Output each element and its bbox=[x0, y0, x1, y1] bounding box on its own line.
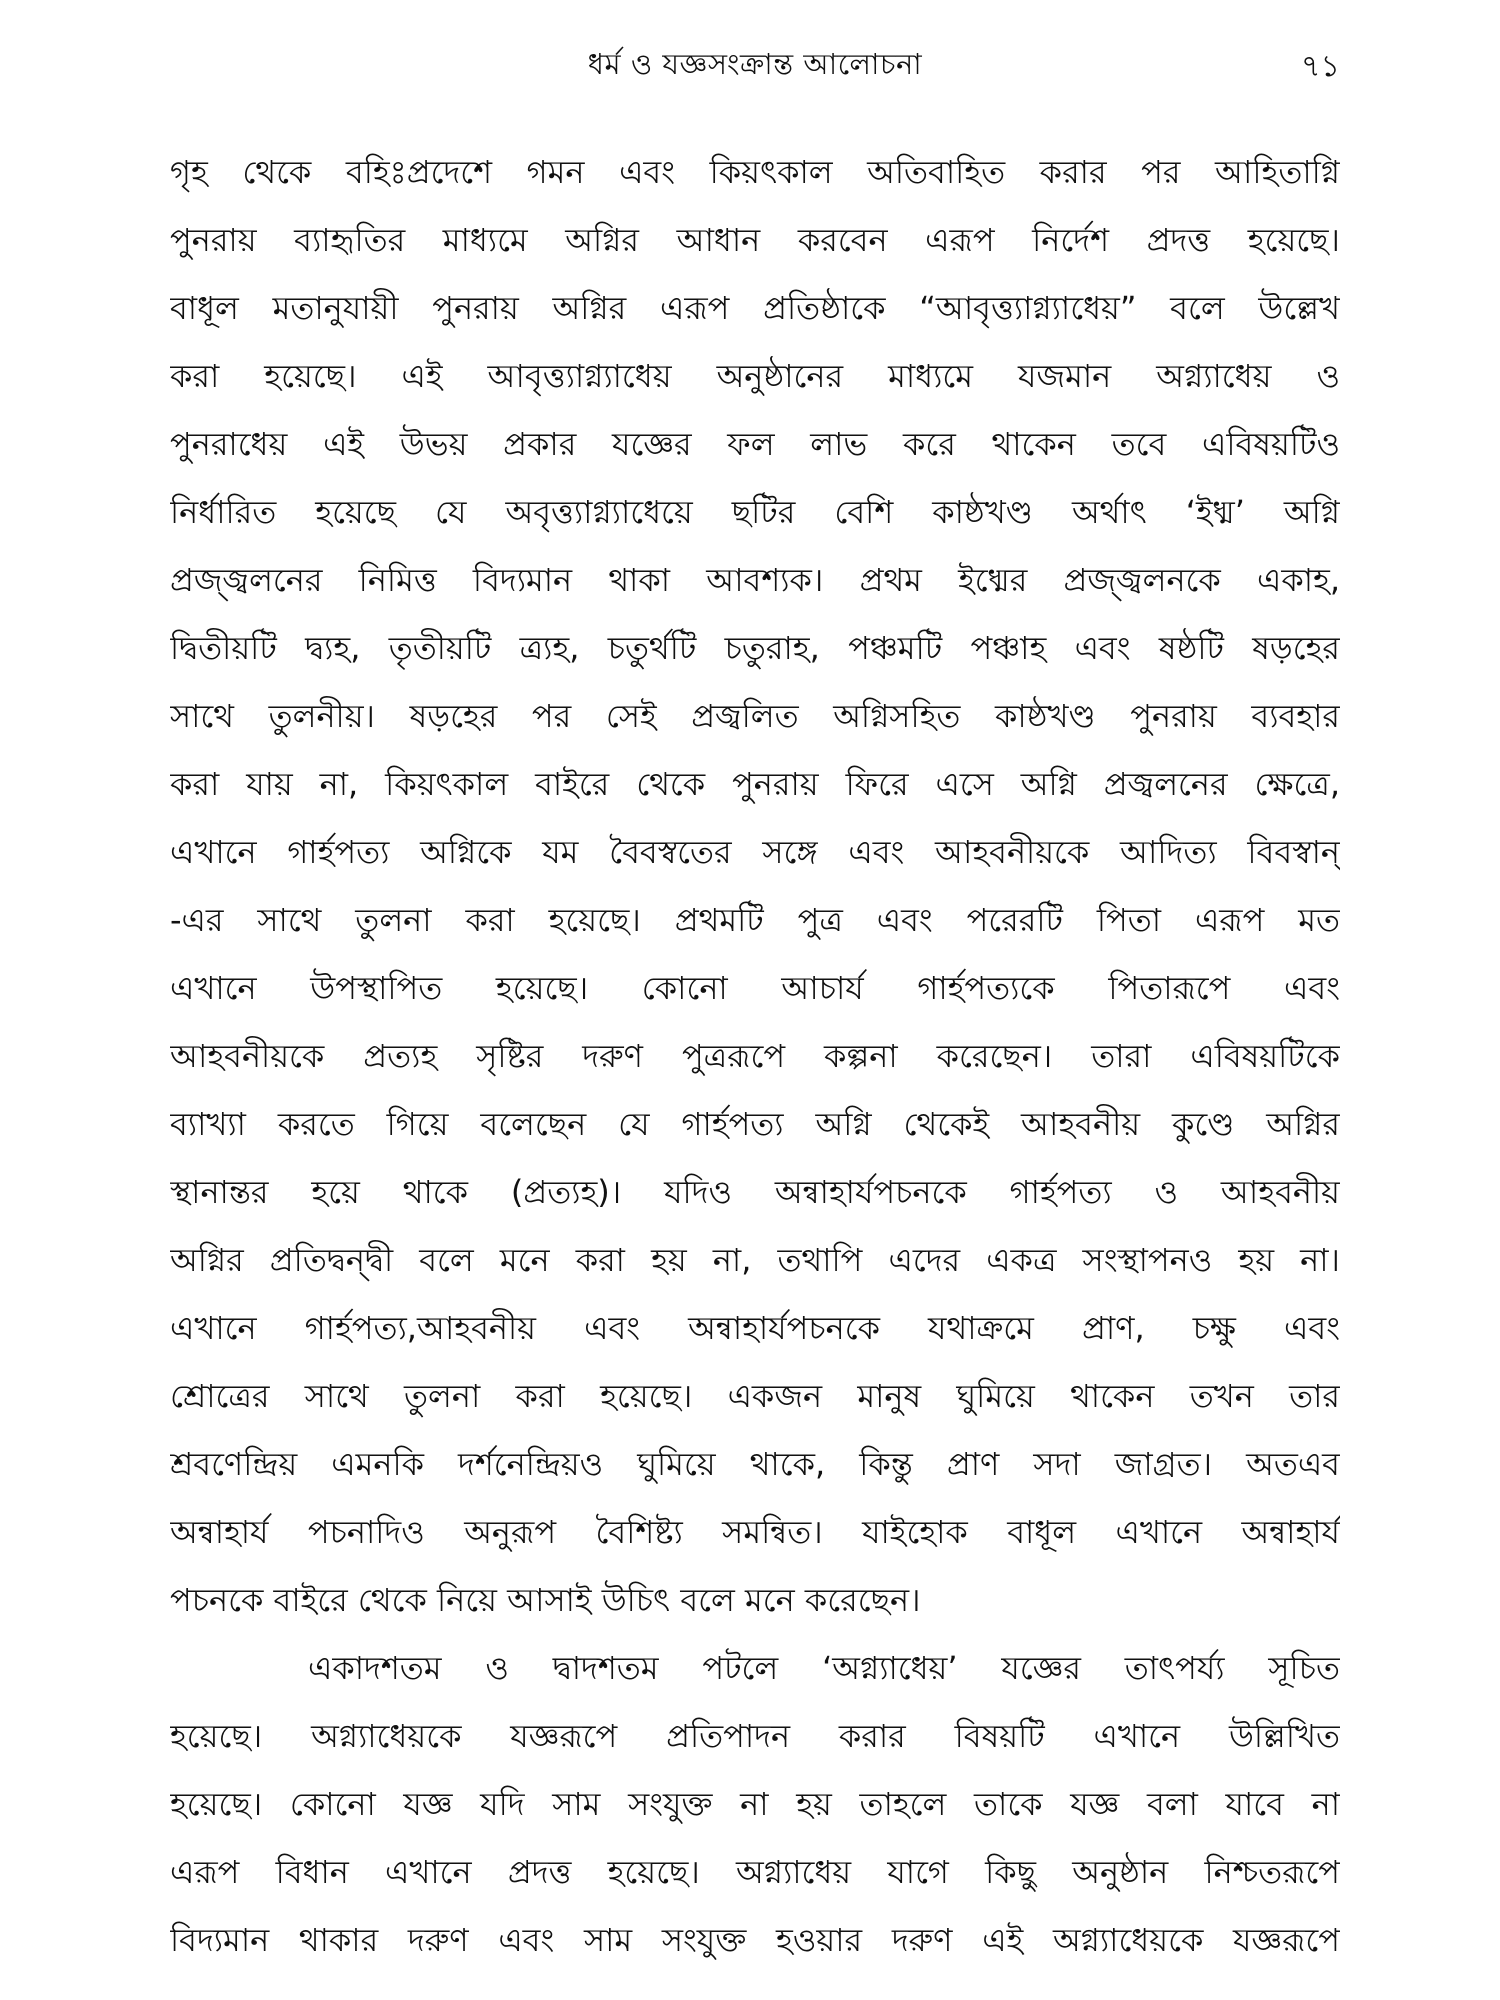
text-line: শ্রবণেন্দ্রিয় এমনকি দর্শনেন্দ্রিয়ও ঘুমিয়ে থাকে, কিন্তু প্রাণ সদা জাগ্রত। অতএব bbox=[170, 1445, 1340, 1483]
text-line: সাথে তুলনীয়। ষড়হের পর সেই প্রজ্বলিত অগ্নিসহিত কাষ্ঠখণ্ড পুনরায় ব্যবহার bbox=[170, 697, 1340, 735]
text-line: এখানে গার্হপত্য,আহবনীয় এবং অন্বাহার্যপচনকে যথাক্রমে প্রাণ, চক্ষু এবং bbox=[170, 1309, 1340, 1347]
text-line: হয়েছে। কোনো যজ্ঞ যদি সাম সংযুক্ত না হয় তাহলে তাকে যজ্ঞ বলা যাবে না bbox=[170, 1785, 1340, 1823]
text-line: বাধূল মতানুযায়ী পুনরায় অগ্নির এরূপ প্রতিষ্ঠাকে “আবৃত্ত্যাগ্ন্যাধেয়” বলে উল্লেখ bbox=[170, 289, 1340, 327]
text-line: এখানে উপস্থাপিত হয়েছে। কোনো আচার্য গার্হপত্যকে পিতারূপে এবং bbox=[170, 969, 1340, 1007]
text-line: এখানে গার্হপত্য অগ্নিকে যম বৈবস্বতের সঙ্গে এবং আহবনীয়কে আদিত্য বিবস্বান্ bbox=[170, 833, 1340, 871]
paragraph-1 bbox=[170, 138, 1340, 1634]
text-line: অগ্নির প্রতিদ্বন্দ্বী বলে মনে করা হয় না, তথাপি এদের একত্র সংস্থাপনও হয় না। bbox=[170, 1241, 1340, 1279]
text-line: প্রজ্জ্বলনের নিমিত্ত বিদ্যমান থাকা আবশ্যক। প্রথম ইধ্মের প্রজ্জ্বলনকে একাহ, bbox=[170, 561, 1340, 599]
text-line: নির্ধারিত হয়েছে যে অবৃত্ত্যাগ্ন্যাধেয়ে ছটির বেশি কাষ্ঠখণ্ড অর্থাৎ ‘ইধ্ম’ অগ্নি bbox=[170, 493, 1340, 531]
text-line: -এর সাথে তুলনা করা হয়েছে। প্রথমটি পুত্র এবং পরেরটি পিতা এরূপ মত bbox=[170, 901, 1340, 939]
text-line: করা যায় না, কিয়ৎকাল বাইরে থেকে পুনরায় ফিরে এসে অগ্নি প্রজ্বলনের ক্ষেত্রে, bbox=[170, 765, 1340, 803]
page-number: ৭১ bbox=[1301, 49, 1340, 84]
text-line: পচনকে বাইরে থেকে নিয়ে আসাই উচিৎ বলে মনে করেছেন। bbox=[170, 1581, 921, 1619]
text-line: আহবনীয়কে প্রত্যহ সৃষ্টির দরুণ পুত্ররূপে কল্পনা করেছেন। তারা এবিষয়টিকে bbox=[170, 1037, 1340, 1075]
text-line: এরূপ বিধান এখানে প্রদত্ত হয়েছে। অগ্ন্যাধেয় যাগে কিছু অনুষ্ঠান নিশ্চতরূপে bbox=[170, 1853, 1340, 1891]
text-line: দ্বিতীয়টি দ্ব্যহ, তৃতীয়টি ত্র্যহ, চতুর্থটি চতুরাহ, পঞ্চমটি পঞ্চাহ এবং ষষ্ঠটি ষড়হের bbox=[170, 629, 1340, 667]
text-line: করা হয়েছে। এই আবৃত্ত্যাগ্ন্যাধেয় অনুষ্ঠানের মাধ্যমে যজমান অগ্ন্যাধেয় ও bbox=[170, 357, 1340, 395]
text-line: অন্বাহার্য পচনাদিও অনুরূপ বৈশিষ্ট্য সমন্বিত। যাইহোক বাধূল এখানে অন্বাহার্য bbox=[170, 1513, 1340, 1551]
body-text bbox=[170, 138, 1340, 1974]
text-line: স্থানান্তর হয়ে থাকে (প্রত্যহ)। যদিও অন্বাহার্যপচনকে গার্হপত্য ও আহবনীয় bbox=[170, 1173, 1340, 1211]
paragraph-2 bbox=[170, 1634, 1340, 1974]
text-line: ব্যাখ্যা করতে গিয়ে বলেছেন যে গার্হপত্য অগ্নি থেকেই আহবনীয় কুণ্ডে অগ্নির bbox=[170, 1105, 1340, 1143]
text-line: পুনরায় ব্যাহৃতির মাধ্যমে অগ্নির আধান করবেন এরূপ নির্দেশ প্রদত্ত হয়েছে। bbox=[170, 221, 1340, 259]
text-line: একাদশতম ও দ্বাদশতম পটলে ‘অগ্ন্যাধেয়’ যজ্ঞের তাৎপর্য্য সূচিত bbox=[308, 1649, 1340, 1687]
text-line: শ্রোত্রের সাথে তুলনা করা হয়েছে। একজন মানুষ ঘুমিয়ে থাকেন তখন তার bbox=[170, 1377, 1340, 1415]
page-header bbox=[170, 42, 1340, 92]
text-line: গৃহ থেকে বহিঃপ্রদেশে গমন এবং কিয়ৎকাল অতিবাহিত করার পর আহিতাগ্নি bbox=[170, 153, 1340, 191]
running-title: ধর্ম ও যজ্ঞসংক্রান্ত আলোচনা bbox=[587, 47, 923, 81]
text-line: হয়েছে। অগ্ন্যাধেয়কে যজ্ঞরূপে প্রতিপাদন করার বিষয়টি এখানে উল্লিখিত bbox=[170, 1717, 1340, 1755]
text-line: বিদ্যমান থাকার দরুণ এবং সাম সংযুক্ত হওয়ার দরুণ এই অগ্ন্যাধেয়কে যজ্ঞরূপে bbox=[170, 1921, 1340, 1959]
text-line: পুনরাধেয় এই উভয় প্রকার যজ্ঞের ফল লাভ করে থাকেন তবে এবিষয়টিও bbox=[170, 425, 1340, 463]
